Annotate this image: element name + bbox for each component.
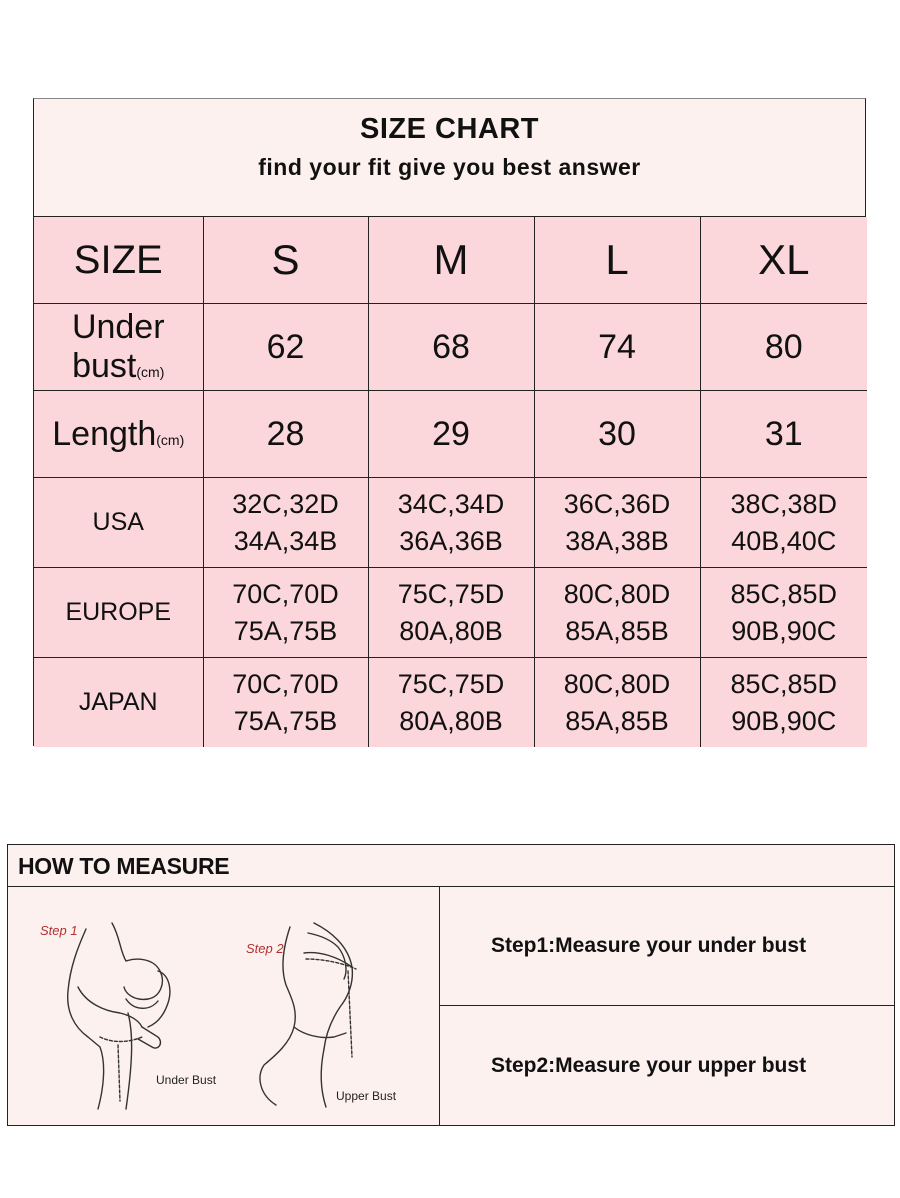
step2-instruction: Step2:Measure your upper bust [491, 1053, 807, 1077]
japan-xl-line1: 85C,85D [730, 668, 838, 699]
europe-s-line1: 70C,70D [232, 578, 339, 609]
usa-row [34, 478, 867, 568]
europe-xl [700, 568, 867, 658]
under-bust-row [34, 304, 867, 391]
size-table [34, 217, 867, 747]
length-label [34, 391, 203, 478]
length-label-text: Length [52, 414, 157, 453]
step2-tag: Step 2 [246, 941, 284, 956]
europe-label: EUROPE [34, 568, 203, 658]
size-header-l: L [534, 217, 700, 304]
europe-m-line1: 75C,75D [397, 578, 505, 609]
length-row [34, 391, 867, 478]
step1-instruction: Step1:Measure your under bust [439, 887, 894, 1006]
size-chart-subtitle: find your fit give you best answer [258, 154, 641, 180]
europe-l-line2: 85A,85B [565, 615, 669, 646]
length-l: 30 [534, 391, 700, 478]
europe-l-line1: 80C,80D [563, 578, 671, 609]
usa-xl [700, 478, 867, 568]
under-bust-label [34, 304, 203, 391]
under-bust-xl: 80 [700, 304, 867, 391]
size-chart-panel [33, 98, 866, 746]
japan-row [34, 658, 867, 748]
japan-xl-line2: 90B,90C [731, 705, 837, 736]
europe-m [368, 568, 534, 658]
japan-label: JAPAN [34, 658, 203, 748]
under-bust-l: 74 [534, 304, 700, 391]
size-chart-header [34, 99, 865, 217]
length-xl: 31 [700, 391, 867, 478]
japan-m [368, 658, 534, 748]
japan-l-line1: 80C,80D [563, 668, 671, 699]
size-header-m: M [368, 217, 534, 304]
usa-xl-line2: 40B,40C [731, 525, 837, 556]
size-header-row [34, 217, 867, 304]
japan-m-line2: 80A,80B [399, 705, 503, 736]
europe-row [34, 568, 867, 658]
usa-l-line2: 38A,38B [565, 525, 669, 556]
size-chart-title: SIZE CHART [360, 113, 539, 145]
under-bust-unit: (cm) [136, 364, 165, 380]
how-to-measure-title: HOW TO MEASURE [8, 845, 894, 887]
europe-s [203, 568, 368, 658]
japan-l-line2: 85A,85B [565, 705, 669, 736]
usa-xl-line1: 38C,38D [730, 488, 838, 519]
size-header-s: S [203, 217, 368, 304]
usa-s-line1: 32C,32D [232, 488, 339, 519]
usa-m [368, 478, 534, 568]
japan-l [534, 658, 700, 748]
usa-s [203, 478, 368, 568]
europe-l [534, 568, 700, 658]
usa-m-line2: 36A,36B [399, 525, 503, 556]
length-s: 28 [203, 391, 368, 478]
under-bust-s: 62 [203, 304, 368, 391]
usa-l [534, 478, 700, 568]
japan-s [203, 658, 368, 748]
europe-xl-line2: 90B,90C [731, 615, 837, 646]
under-bust-label-text: Under bust [71, 308, 165, 385]
usa-label: USA [34, 478, 203, 568]
usa-m-line1: 34C,34D [397, 488, 505, 519]
measure-steps [439, 887, 894, 1125]
usa-l-line1: 36C,36D [563, 488, 671, 519]
how-to-measure-panel [7, 844, 895, 1126]
japan-m-line1: 75C,75D [397, 668, 505, 699]
measure-illustration [8, 887, 440, 1125]
step1-tag: Step 1 [40, 923, 78, 938]
europe-m-line2: 80A,80B [399, 615, 503, 646]
europe-xl-line1: 85C,85D [730, 578, 838, 609]
usa-s-line2: 34A,34B [233, 525, 338, 556]
japan-s-line1: 70C,70D [232, 668, 339, 699]
europe-s-line2: 75A,75B [233, 615, 338, 646]
under-bust-m: 68 [368, 304, 534, 391]
japan-xl [700, 658, 867, 748]
size-header-xl: XL [700, 217, 867, 304]
size-header-label: SIZE [34, 217, 203, 304]
upper-bust-figure-label: Upper Bust [336, 1089, 397, 1103]
under-bust-figure-label: Under Bust [156, 1073, 217, 1087]
length-unit: (cm) [156, 431, 185, 448]
length-m: 29 [368, 391, 534, 478]
japan-s-line2: 75A,75B [233, 705, 338, 736]
